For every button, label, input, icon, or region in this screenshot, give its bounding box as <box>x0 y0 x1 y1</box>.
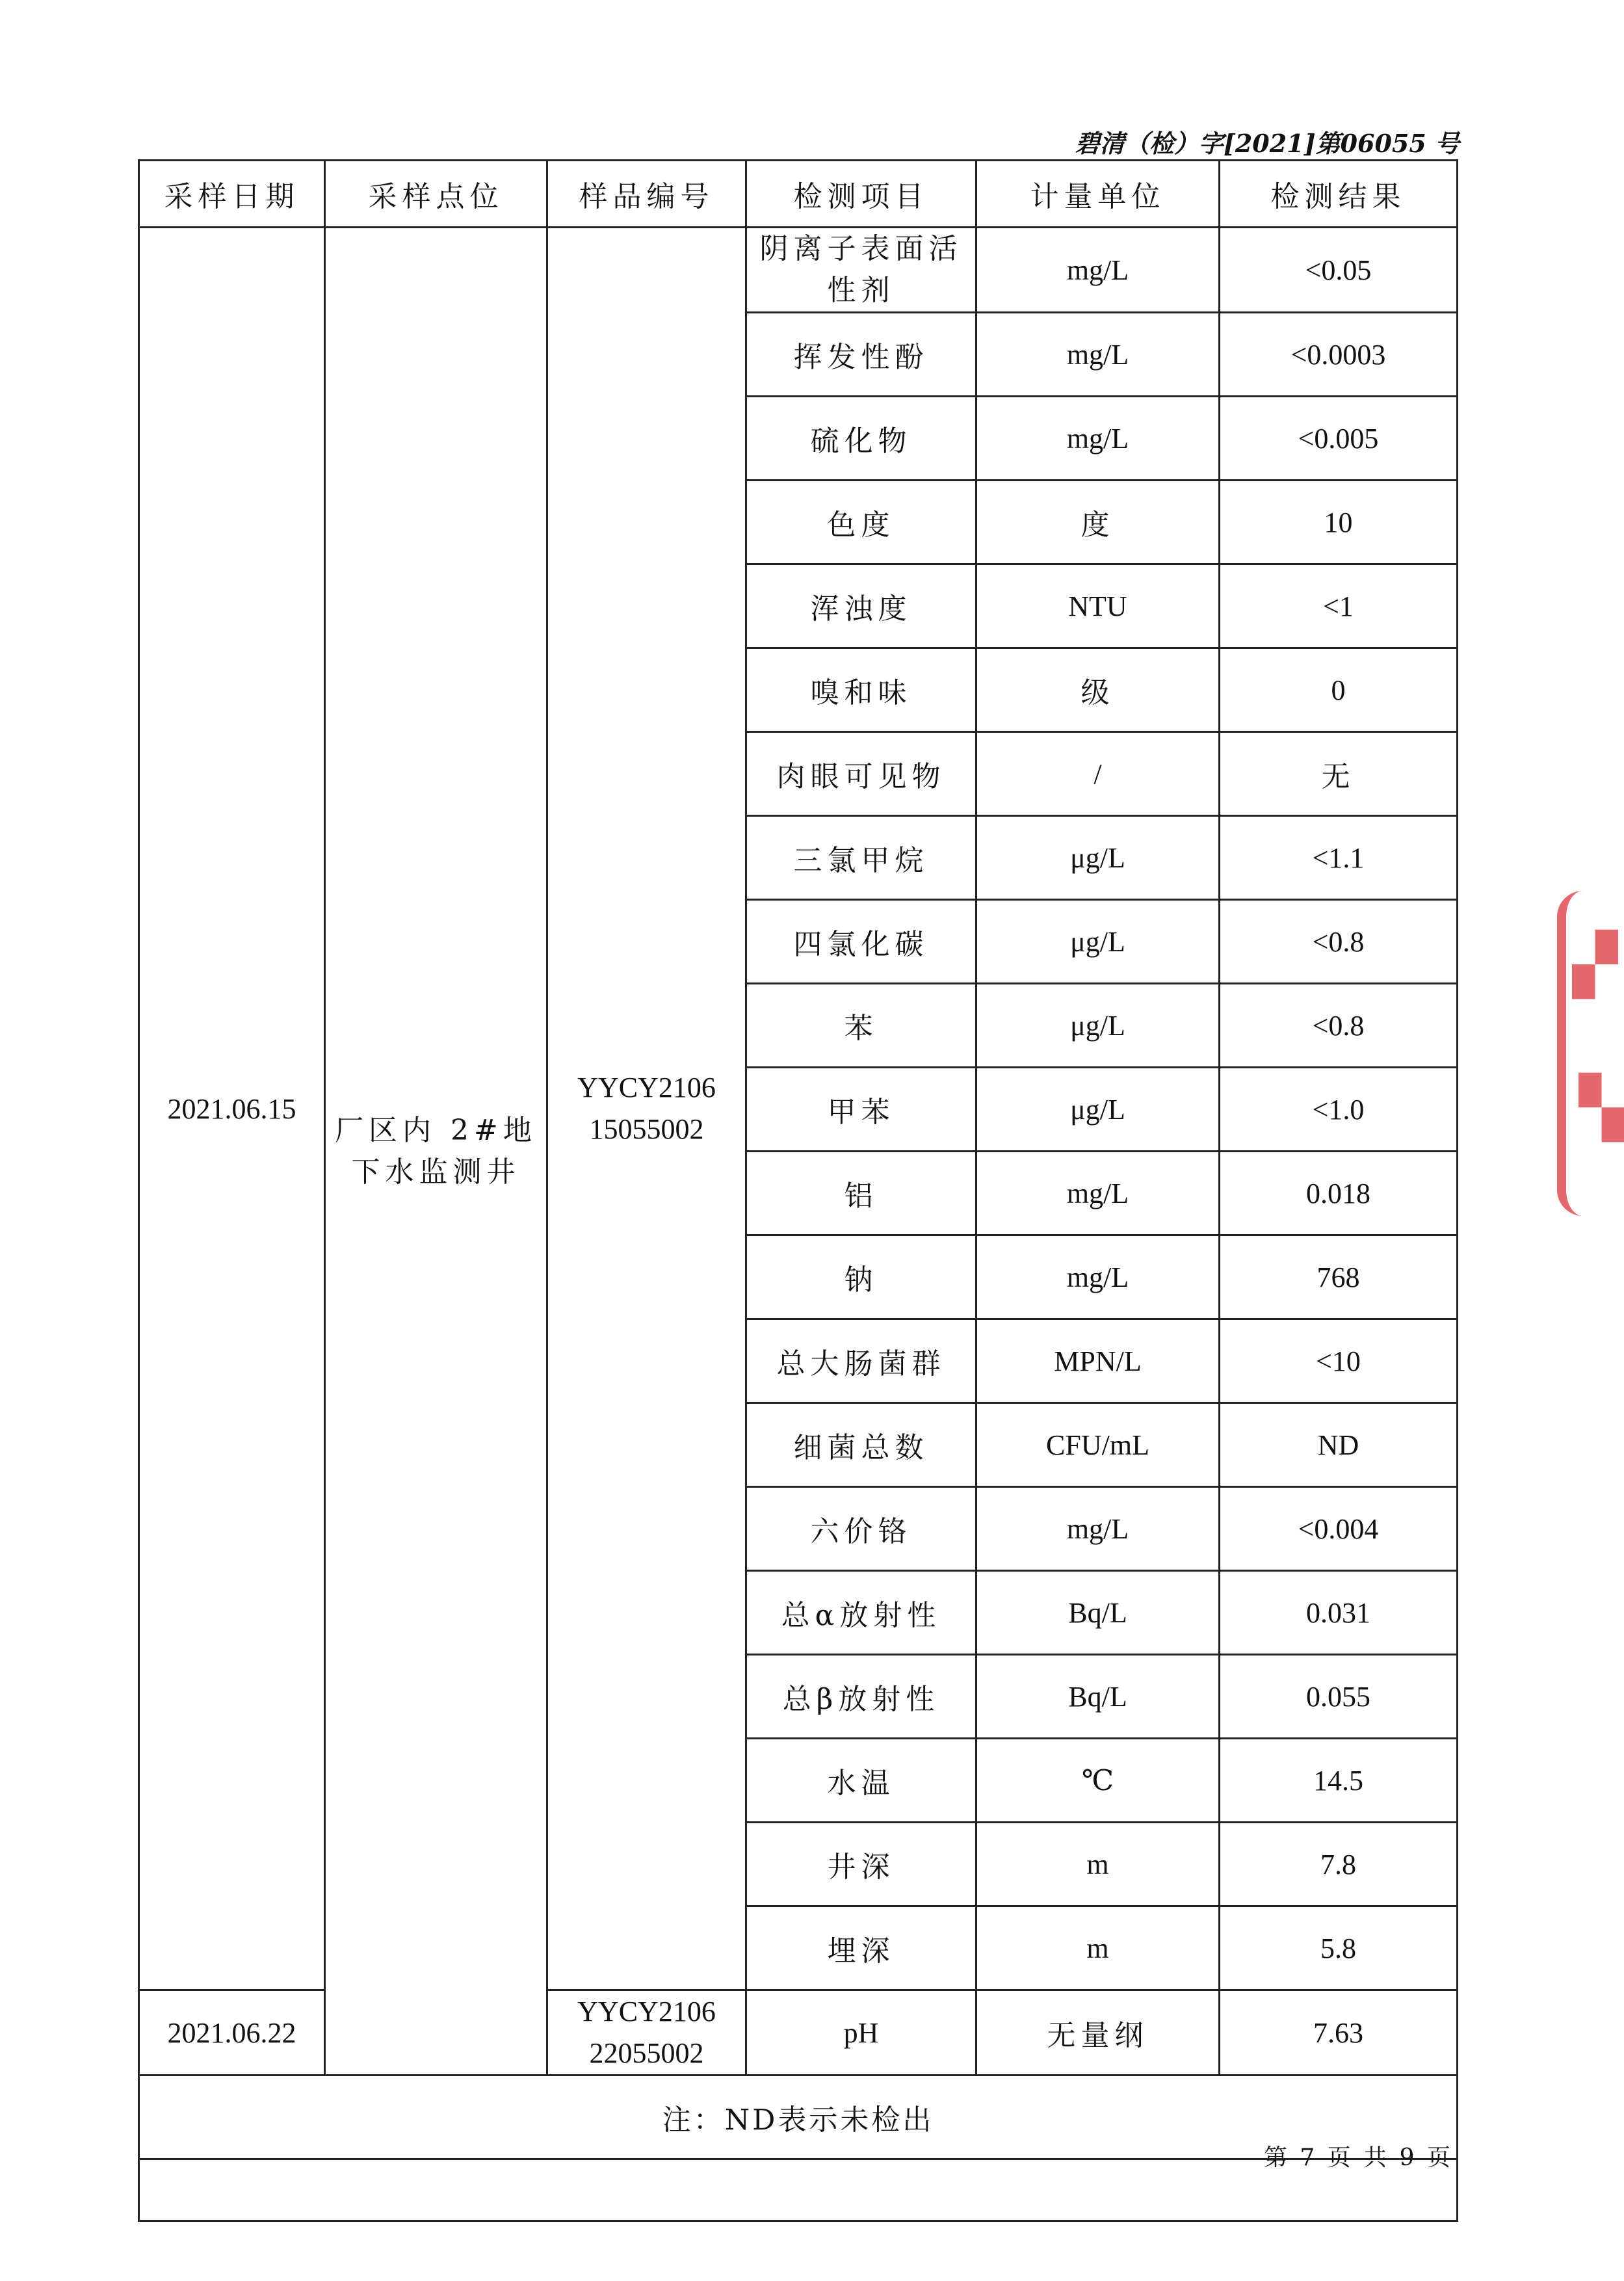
result-cell: <0.05 <box>1220 228 1458 313</box>
result-cell: 0 <box>1220 648 1458 732</box>
test-item-cell: 铝 <box>746 1152 976 1235</box>
item-line-1: 阴离子表面活 <box>759 232 963 265</box>
result-cell: 5.8 <box>1220 1906 1458 1990</box>
result-cell: <0.8 <box>1220 984 1458 1068</box>
test-item-cell: 总大肠菌群 <box>746 1319 976 1403</box>
test-item-cell: 嗅和味 <box>746 648 976 732</box>
unit-cell: Bq/L <box>976 1655 1220 1739</box>
unit-cell: 级 <box>976 648 1220 732</box>
unit-cell: μg/L <box>976 900 1220 984</box>
result-cell: <0.005 <box>1220 397 1458 481</box>
test-item-cell: 总β放射性 <box>746 1655 976 1739</box>
result-cell: <0.004 <box>1220 1487 1458 1571</box>
test-item-cell <box>746 228 976 313</box>
result-cell: 7.8 <box>1220 1823 1458 1906</box>
unit-cell: m <box>976 1906 1220 1990</box>
header-sample-id: 样品编号 <box>547 161 746 228</box>
test-item-cell: 井深 <box>746 1823 976 1906</box>
test-item-cell: 苯 <box>746 984 976 1068</box>
test-item-cell: 肉眼可见物 <box>746 732 976 816</box>
unit-cell: 度 <box>976 481 1220 564</box>
test-item-cell: 钠 <box>746 1235 976 1319</box>
unit-cell: / <box>976 732 1220 816</box>
test-item-cell: 三氯甲烷 <box>746 816 976 900</box>
test-item-cell: 水温 <box>746 1739 976 1823</box>
result-cell: <0.0003 <box>1220 313 1458 397</box>
sampling-date-cell: 2021.06.22 <box>139 1990 325 2076</box>
table-header-row <box>139 161 1458 228</box>
result-cell: 0.018 <box>1220 1152 1458 1235</box>
item-line-2: 性剂 <box>827 274 895 307</box>
result-cell: 无 <box>1220 732 1458 816</box>
sample-id-line-1: YYCY2106 <box>577 1996 716 2027</box>
sample-id-line-1: YYCY2106 <box>577 1072 716 1103</box>
unit-cell: mg/L <box>976 1235 1220 1319</box>
unit-cell: mg/L <box>976 1487 1220 1571</box>
unit-cell: NTU <box>976 564 1220 648</box>
unit-cell: μg/L <box>976 816 1220 900</box>
test-item-cell: 硫化物 <box>746 397 976 481</box>
seal-stamp <box>1557 891 1624 1216</box>
blank-row <box>139 2159 1458 2221</box>
sample-id-line-2: 22055002 <box>589 2037 704 2069</box>
result-cell: ND <box>1220 1403 1458 1487</box>
sample-id-line-2: 15055002 <box>589 1113 704 1145</box>
unit-cell: ℃ <box>976 1739 1220 1823</box>
result-cell: <10 <box>1220 1319 1458 1403</box>
page-number: 第 7 页 共 9 页 <box>1263 2144 1453 2171</box>
header-test-item: 检测项目 <box>746 161 976 228</box>
result-cell: 0.055 <box>1220 1655 1458 1739</box>
header-result: 检测结果 <box>1220 161 1458 228</box>
test-item-cell: 色度 <box>746 481 976 564</box>
seal-mark-1: ▞ <box>1573 930 1618 999</box>
unit-cell: m <box>976 1823 1220 1906</box>
seal-mark-2: ▚ <box>1579 1073 1624 1142</box>
test-results-table <box>138 159 1458 2222</box>
result-cell: <0.8 <box>1220 900 1458 984</box>
result-cell: <1.0 <box>1220 1068 1458 1152</box>
sampling-location-cell <box>325 228 547 2076</box>
sample-id-cell <box>547 228 746 1990</box>
result-cell: 7.63 <box>1220 1990 1458 2076</box>
test-item-cell: 六价铬 <box>746 1487 976 1571</box>
header-sampling-location: 采样点位 <box>325 161 547 228</box>
result-cell: <1.1 <box>1220 816 1458 900</box>
report-number: 碧清（检）字[2021]第06055 号 <box>1075 129 1460 158</box>
header-unit: 计量单位 <box>976 161 1220 228</box>
unit-cell: 无量纲 <box>976 1990 1220 2076</box>
blank-cell <box>139 2159 1458 2221</box>
test-item-cell: 浑浊度 <box>746 564 976 648</box>
result-cell: 768 <box>1220 1235 1458 1319</box>
unit-cell: μg/L <box>976 984 1220 1068</box>
sample-id-cell <box>547 1990 746 2076</box>
unit-cell: mg/L <box>976 313 1220 397</box>
table-note: 注：ND表示未检出 <box>139 2076 1458 2159</box>
test-item-cell: 埋深 <box>746 1906 976 1990</box>
result-cell: 0.031 <box>1220 1571 1458 1655</box>
test-item-cell: 挥发性酚 <box>746 313 976 397</box>
table-row <box>139 228 1458 313</box>
test-item-cell: 甲苯 <box>746 1068 976 1152</box>
result-cell: 14.5 <box>1220 1739 1458 1823</box>
unit-cell: mg/L <box>976 397 1220 481</box>
unit-cell: mg/L <box>976 1152 1220 1235</box>
result-cell: 10 <box>1220 481 1458 564</box>
note-row <box>139 2076 1458 2159</box>
location-line-2: 下水监测井 <box>351 1155 521 1189</box>
location-line-1: 厂区内 2#地 <box>335 1113 537 1147</box>
test-item-cell: 四氯化碳 <box>746 900 976 984</box>
test-item-cell: 总α放射性 <box>746 1571 976 1655</box>
sampling-date-cell: 2021.06.15 <box>139 228 325 1990</box>
unit-cell: mg/L <box>976 228 1220 313</box>
test-item-cell: 细菌总数 <box>746 1403 976 1487</box>
unit-cell: CFU/mL <box>976 1403 1220 1487</box>
unit-cell: MPN/L <box>976 1319 1220 1403</box>
unit-cell: μg/L <box>976 1068 1220 1152</box>
test-item-cell: pH <box>746 1990 976 2076</box>
unit-cell: Bq/L <box>976 1571 1220 1655</box>
result-cell: <1 <box>1220 564 1458 648</box>
header-sampling-date: 采样日期 <box>139 161 325 228</box>
